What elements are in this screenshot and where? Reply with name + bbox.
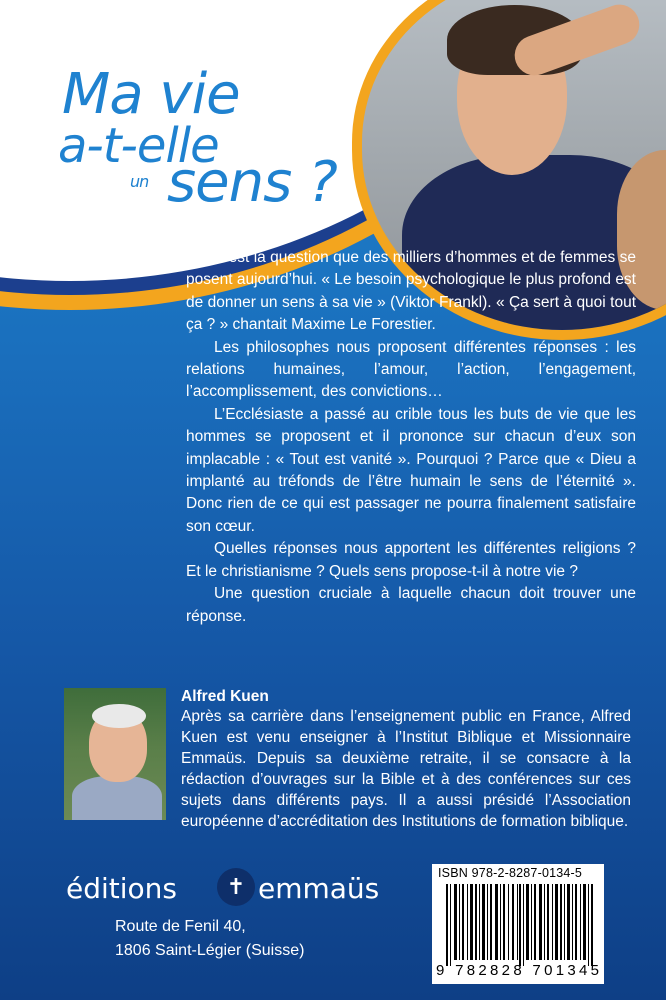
title-line-1: Ma vie <box>62 62 240 127</box>
logo-text-editions: éditions <box>66 872 178 905</box>
barcode-digits: 9 782828 701345 <box>436 962 603 979</box>
blurb-paragraph: Les philosophes nous proposent différentes réponses : les relations humaines, l’amour, l’action, l’engagement, l’accomplissement, des convictions… <box>186 338 636 401</box>
author-shirt <box>72 776 162 820</box>
address-line: 1806 Saint-Légier (Suisse) <box>115 942 305 959</box>
logo-figure-icon: ✝ <box>217 868 255 906</box>
logo-text-emmaus: emmaüs <box>258 872 380 905</box>
blurb-text <box>186 247 636 628</box>
isbn-barcode-box <box>432 864 604 984</box>
title-line-3-big: sens ? <box>167 150 337 215</box>
address-line: Route de Fenil 40, <box>115 918 246 935</box>
author-photo <box>64 688 166 820</box>
author-hair <box>92 704 146 728</box>
author-name: Alfred Kuen <box>181 688 269 705</box>
author-bio: Après sa carrière dans l’enseignement public en France, Alfred Kuen est venu enseigner à l’Institut Biblique et Missionnaire Emmaüs. Depuis sa deuxième retraite, il se consacre à la rédaction d’ouvrages sur la Bible et à des conférences sur ces sujets dans différents pays. Il a aussi présidé l’Association européenne d’accréditation des Institutions de formation biblique. <box>181 708 631 830</box>
barcode-icon <box>446 884 596 966</box>
publisher-address <box>115 915 304 963</box>
title-line-3-small: un <box>130 172 149 191</box>
blurb-paragraph: Quelles réponses nous apportent les différentes religions ? Et le christianisme ? Quels sens propose-t-il à notre vie ? <box>186 540 636 580</box>
blurb-paragraph: C’est la question que des milliers d’hommes et de femmes se posent aujourd’hui. « Le besoin psychologique le plus profond est de donner un sens à sa vie » (Viktor Frankl). « Ça sert à quoi tout ça ? » chantait Maxime Le Forestier. <box>186 249 636 334</box>
title-line-2: a-t-elle <box>58 118 219 174</box>
blurb-paragraph: L’Ecclésiaste a passé au crible tous les buts de vie que les hommes se proposent et il prononce sur chacun d’eux son implacable : « Tout est vanité ». Pourquoi ? Parce que « Dieu a implanté au tréfonds de l’être humain le sens de l’éternité ». Donc rien de ce qui est passager ne pourra finalement satisfaire son cœur. <box>186 405 636 535</box>
isbn-label: ISBN 978-2-8287-0134-5 <box>438 866 583 880</box>
blurb-paragraph: Une question cruciale à laquelle chacun doit trouver une réponse. <box>186 585 636 625</box>
